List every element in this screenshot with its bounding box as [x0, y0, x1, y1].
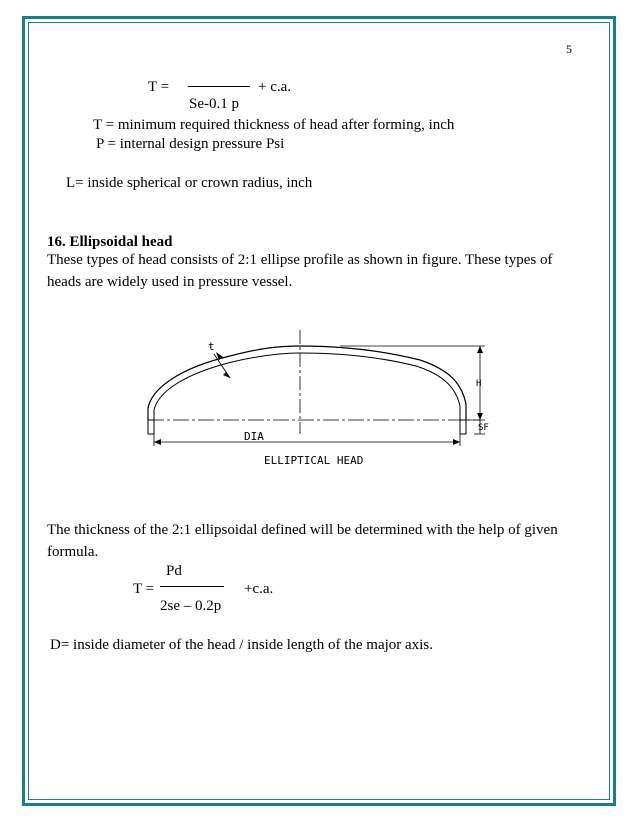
- formula-2-denominator: 2se – 0.2p: [160, 598, 222, 614]
- section-heading: 16. Ellipsoidal head: [47, 234, 173, 250]
- figure-caption: ELLIPTICAL HEAD: [264, 454, 364, 467]
- label-h: H: [476, 379, 482, 389]
- formula-2-numerator: Pd: [166, 563, 182, 579]
- head-outer-profile: [148, 346, 466, 420]
- label-t: t: [208, 340, 215, 353]
- formula-1-denominator: Se-0.1 p: [189, 96, 239, 112]
- definition-p: P = internal design pressure Psi: [96, 136, 285, 152]
- label-sf: SF: [478, 423, 489, 433]
- straight-flange-right: [460, 420, 466, 434]
- label-dia: DIA: [244, 430, 264, 443]
- section-paragraph: These types of head consists of 2:1 ellipse profile as shown in figure. These types of heads are widely used in pressure vessel.: [47, 252, 553, 290]
- definition-t: T = minimum required thickness of head after forming, inch: [93, 117, 455, 133]
- definition-d: D= inside diameter of the head / inside length of the major axis.: [50, 637, 433, 653]
- formula-1-lhs: T =: [148, 79, 170, 95]
- page-number: 5: [566, 42, 572, 56]
- formula-1-rhs: + c.a.: [258, 79, 292, 95]
- formula-2-lhs: T =: [133, 581, 155, 597]
- formula-2-rhs: +c.a.: [244, 581, 274, 597]
- formula-1-fraction-line: [188, 86, 250, 87]
- elliptical-head-figure: [140, 328, 500, 470]
- definition-l: L= inside spherical or crown radius, inch: [66, 175, 313, 191]
- head-inner-profile: [154, 353, 460, 420]
- formula-2-fraction-line: [160, 586, 224, 587]
- straight-flange-left: [148, 420, 154, 434]
- thickness-paragraph: The thickness of the 2:1 ellipsoidal defined will be determined with the help of given formula.: [47, 522, 558, 560]
